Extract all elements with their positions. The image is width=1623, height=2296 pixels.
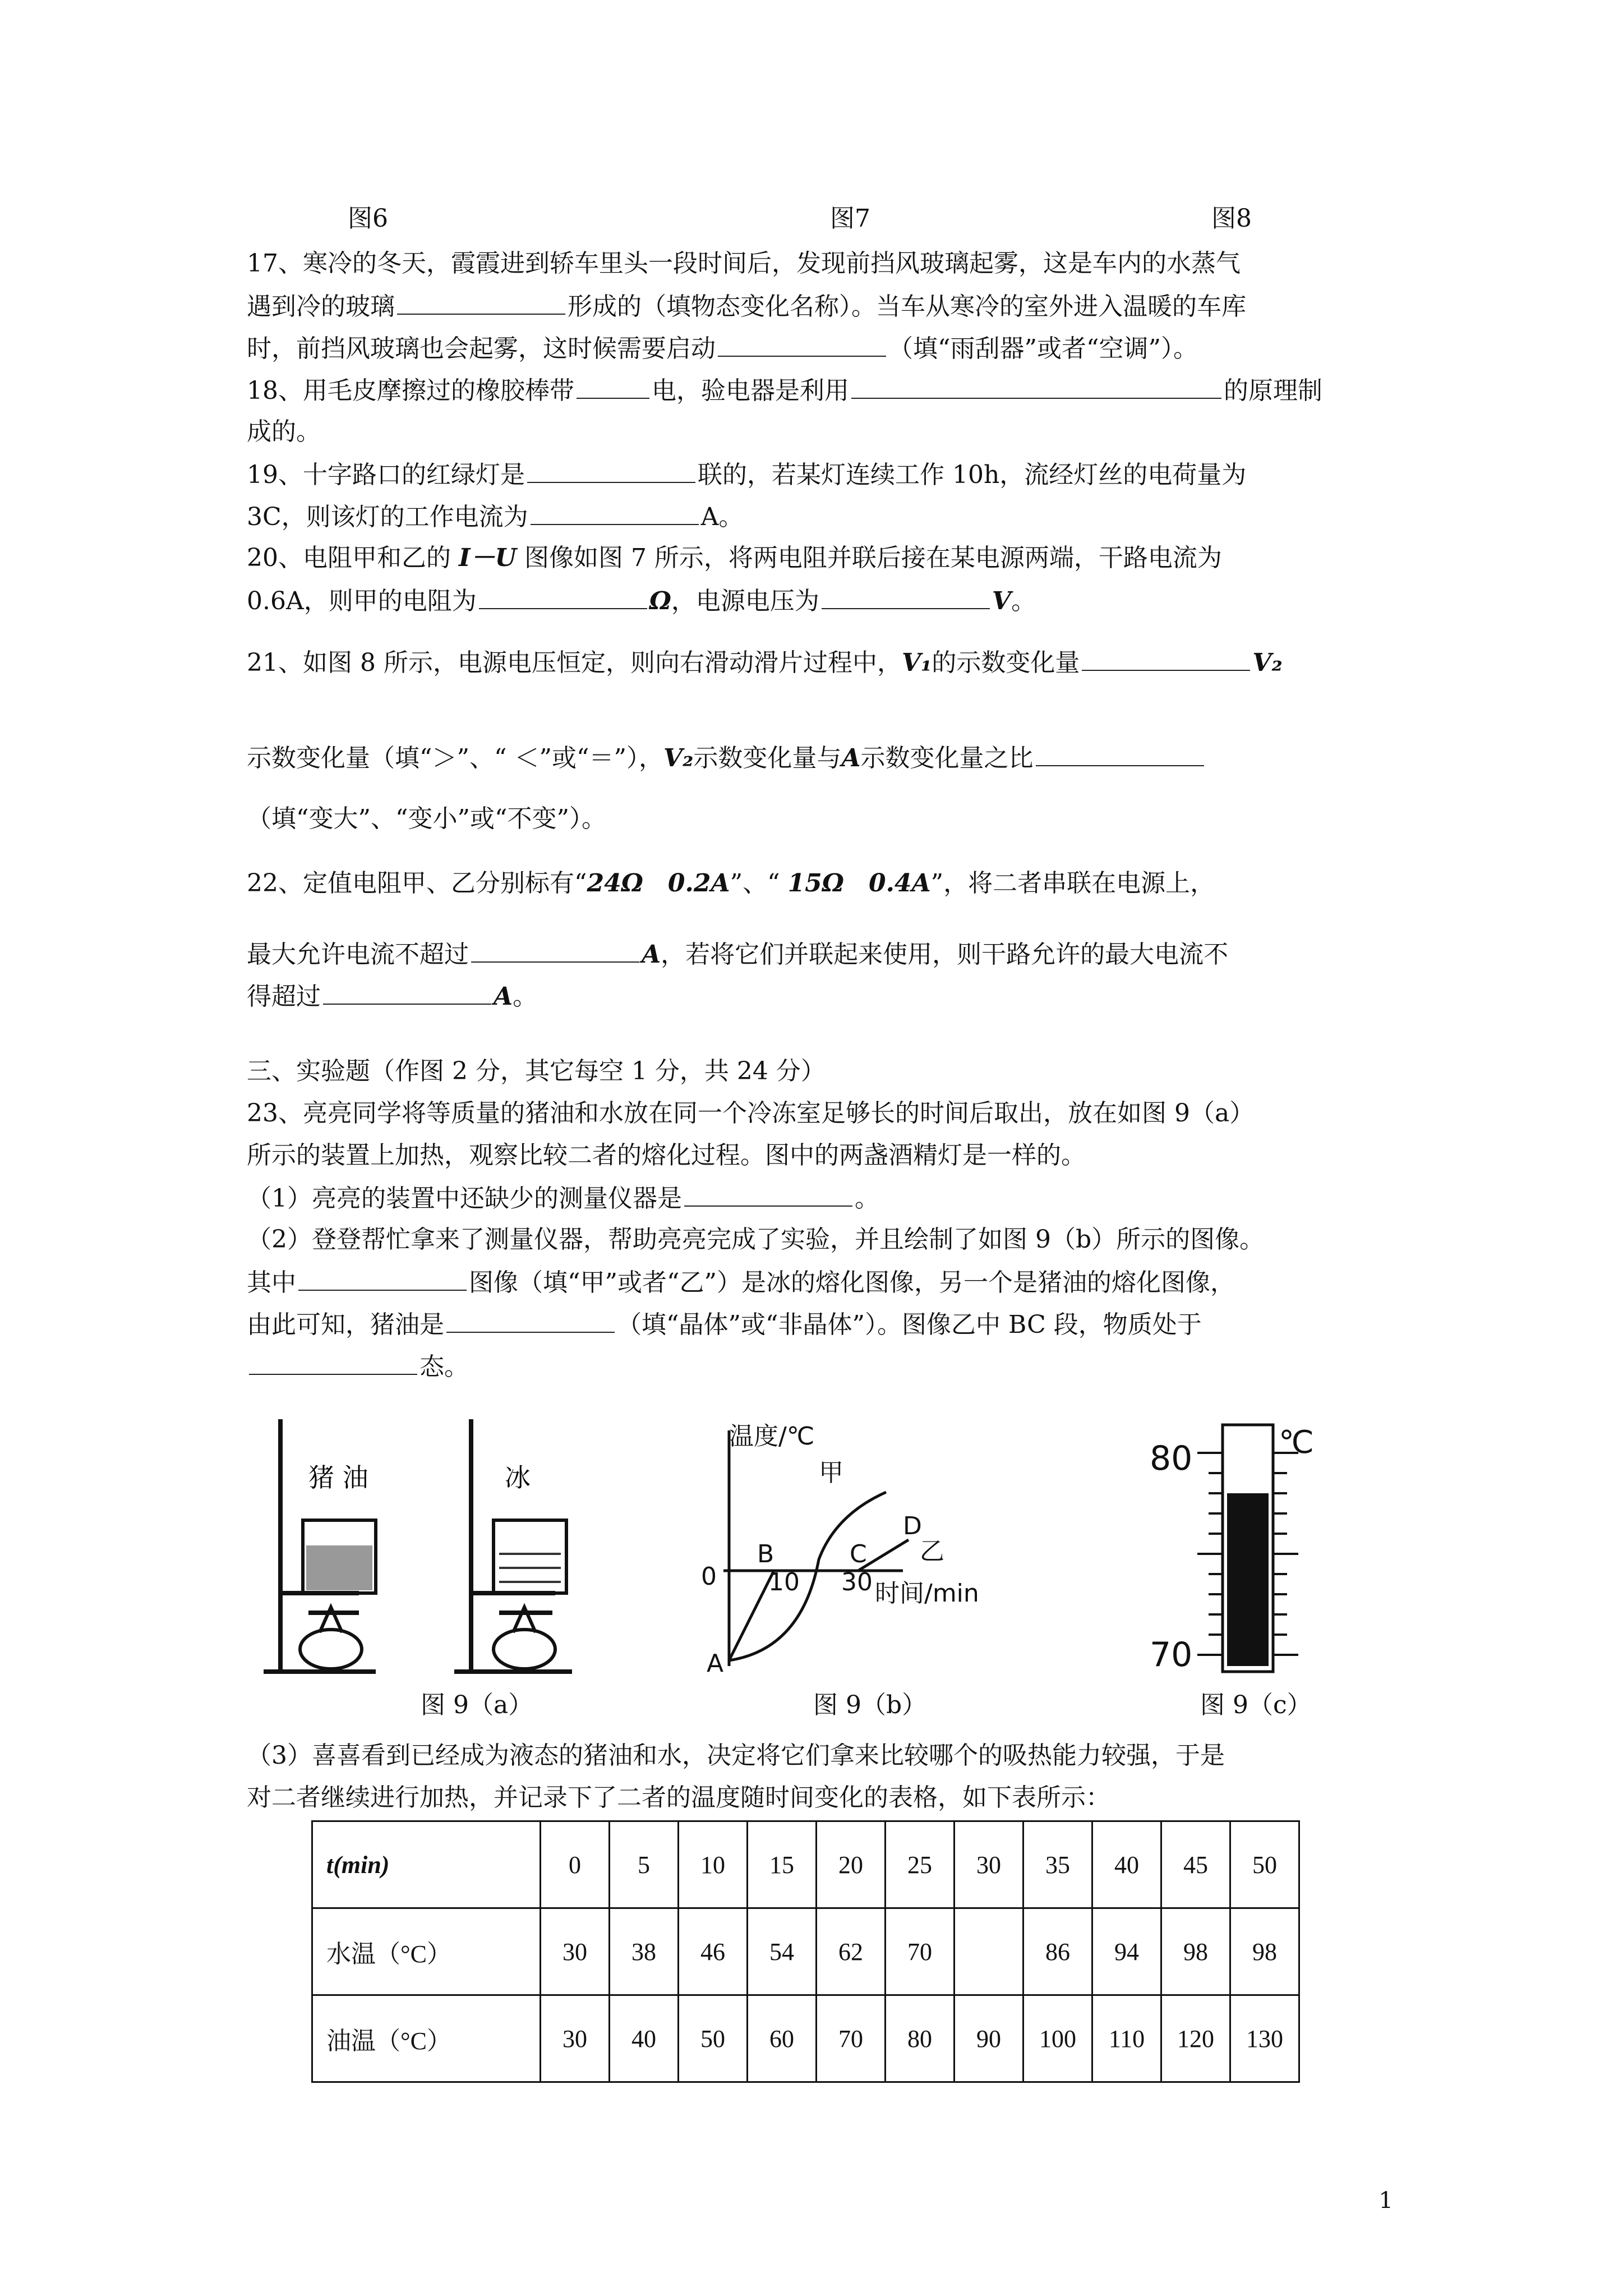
answer-blank[interactable] [718, 331, 886, 357]
q21-line1: 21、如图 8 所示，电源电压恒定，则向右滑动滑片过程中，V₁的示数变化量 V₂ [247, 645, 1283, 680]
table-cell: 15 [748, 1821, 817, 1908]
q21-line3: （填“变大”、“变小”或“不变”）。 [247, 804, 606, 833]
point-a-label: A [707, 1649, 724, 1677]
answer-blank[interactable] [531, 499, 699, 525]
temperature-table [311, 1820, 1300, 2083]
table-cell: 45 [1161, 1821, 1230, 1908]
table-cell: 120 [1161, 1995, 1230, 2082]
q23-line2: 所示的装置上加热，观察比较二者的熔化过程。图中的两盏酒精灯是一样的。 [247, 1141, 1086, 1170]
table-row-water [312, 1908, 1299, 1995]
q21-line2: 示数变化量（填“＞”、“ ＜”或“＝”），V₂示数变化量与A示数变化量之比 [247, 740, 1206, 775]
q20-line2: 0.6A，则甲的电阻为 Ω，电源电压为 V。 [247, 583, 1036, 618]
q23-p3-line2: 对二者继续进行加热，并记录下了二者的温度随时间变化的表格，如下表所示： [247, 1783, 1110, 1812]
q23-p1: （1）亮亮的装置中还缺少的测量仪器是 。 [247, 1181, 879, 1216]
answer-blank[interactable] [397, 289, 565, 315]
q22-line3: 得超过 A。 [247, 979, 537, 1014]
caption-fig9a: 图 9（a） [421, 1691, 533, 1719]
q17-line3: 时，前挡风玻璃也会起雾，这时候需要启动 （填“雨刮器”或者“空调”）。 [247, 331, 1198, 366]
point-b-label: B [757, 1540, 774, 1568]
table-cell: 80 [886, 1995, 955, 2082]
fig9a-apparatus [247, 1414, 639, 1683]
answer-blank[interactable] [1082, 645, 1250, 671]
q23-line1: 23、亮亮同学将等质量的猪油和水放在同一个冷冻室足够长的时间后取出，放在如图 9（a） [247, 1099, 1255, 1128]
q17-line1: 17、寒冷的冬天，霞霞进到轿车里头一段时间后，发现前挡风玻璃起雾，这是车内的水蒸气 [247, 249, 1241, 278]
table-cell: 5 [610, 1821, 679, 1908]
caption-fig8: 图8 [1211, 204, 1252, 233]
unit-label: ℃ [1279, 1424, 1314, 1461]
table-cell: 70 [817, 1995, 886, 2082]
fig9b-graph [690, 1419, 1049, 1677]
section3-title: 三、实验题（作图 2 分，其它每空 1 分，共 24 分） [247, 1057, 826, 1085]
q19-line2: 3C，则该灯的工作电流为 A。 [247, 499, 743, 534]
answer-blank[interactable] [684, 1181, 852, 1207]
page-number: 1 [1378, 2188, 1393, 2214]
table-cell: 50 [679, 1995, 748, 2082]
table-cell: 86 [1023, 1908, 1092, 1995]
table-cell: 30 [955, 1821, 1023, 1908]
q19-line1: 19、十字路口的红绿灯是 联的，若某灯连续工作 10h，流经灯丝的电荷量为 [247, 457, 1246, 492]
table-cell: 38 [610, 1908, 679, 1995]
answer-blank[interactable] [323, 979, 491, 1005]
origin-label: 0 [701, 1562, 717, 1591]
q23-p2-line1: （2）登登帮忙拿来了测量仪器，帮助亮亮完成了实验，并且绘制了如图 9（b）所示的图像。 [247, 1225, 1265, 1254]
q17-line2: 遇到冷的玻璃 形成的（填物态变化名称）。当车从寒冷的室外进入温暖的车库 [247, 289, 1246, 324]
table-cell: 110 [1092, 1995, 1161, 2082]
table-cell: 70 [886, 1908, 955, 1995]
scale-70: 70 [1150, 1635, 1193, 1674]
table-header-row [312, 1821, 1299, 1908]
table-cell: 0 [541, 1821, 610, 1908]
answer-blank[interactable] [249, 1349, 417, 1375]
caption-fig9c: 图 9（c） [1200, 1691, 1312, 1719]
answer-blank[interactable] [1036, 740, 1204, 766]
table-cell: 46 [679, 1908, 748, 1995]
scale-80: 80 [1150, 1439, 1193, 1478]
answer-blank[interactable] [822, 583, 990, 609]
caption-fig7: 图7 [830, 204, 870, 233]
table-cell: 100 [1023, 1995, 1092, 2082]
table-row-oil [312, 1995, 1299, 2082]
answer-blank[interactable] [577, 373, 649, 399]
table-cell: 40 [1092, 1821, 1161, 1908]
table-cell: 98 [1230, 1908, 1299, 1995]
fig9c-thermometer [1138, 1419, 1340, 1677]
q23-p2-line4: 态。 [247, 1349, 469, 1384]
caption-fig6: 图6 [348, 204, 388, 233]
answer-blank[interactable] [851, 373, 1221, 399]
table-cell: 50 [1230, 1821, 1299, 1908]
curve-yi-label: 乙 [920, 1537, 944, 1566]
label-ice: 冰 [505, 1462, 531, 1493]
table-cell: 30 [541, 1995, 610, 2082]
table-cell: 40 [610, 1995, 679, 2082]
point-d-label: D [903, 1512, 922, 1540]
q22-line2: 最大允许电流不超过 A，若将它们并联起来使用，则干路允许的最大电流不 [247, 937, 1228, 972]
point-c-label: C [850, 1540, 867, 1568]
q18-line2: 成的。 [247, 417, 321, 446]
table-cell-blank[interactable] [955, 1908, 1023, 1995]
answer-blank[interactable] [471, 937, 639, 963]
caption-fig9b: 图 9（b） [813, 1691, 927, 1719]
q23-p2-line2: 其中 图像（填“甲”或者“乙”）是冰的熔化图像，另一个是猪油的熔化图像， [247, 1265, 1235, 1300]
table-cell: 130 [1230, 1995, 1299, 2082]
q20-line1: 20、电阻甲和乙的 I－U 图像如图 7 所示，将两电阻并联后接在某电源两端，干路电流为 [247, 544, 1222, 572]
q23-p2-line3: 由此可知，猪油是 （填“晶体”或“非晶体”）。图像乙中 BC 段，物质处于 [247, 1307, 1202, 1342]
x-axis-label: 时间/min [875, 1579, 979, 1608]
tick-10: 10 [768, 1568, 800, 1596]
answer-blank[interactable] [479, 583, 647, 609]
y-axis-label: 温度/℃ [729, 1422, 815, 1451]
table-cell: 98 [1161, 1908, 1230, 1995]
table-cell: 62 [817, 1908, 886, 1995]
curve-jia-label: 甲 [819, 1458, 843, 1487]
answer-blank[interactable] [446, 1307, 615, 1333]
q22-line1: 22、定值电阻甲、乙分别标有“24Ω 0.2A”、“ 15Ω 0.4A”，将二者串联在电源上， [247, 869, 1215, 898]
answer-blank[interactable] [527, 457, 695, 483]
table-cell: 54 [748, 1908, 817, 1995]
mercury-column [1227, 1493, 1269, 1666]
tick-30: 30 [841, 1568, 873, 1596]
table-cell: 94 [1092, 1908, 1161, 1995]
table-cell: 20 [817, 1821, 886, 1908]
q23-p3-line1: （3）喜喜看到已经成为液态的猪油和水，决定将它们拿来比较哪个的吸热能力较强，于是 [247, 1741, 1225, 1770]
label-lard: 猪 油 [308, 1462, 368, 1493]
table-cell: 25 [886, 1821, 955, 1908]
table-cell: 30 [541, 1908, 610, 1995]
table-cell: 60 [748, 1995, 817, 2082]
table-cell: 35 [1023, 1821, 1092, 1908]
q18-line1: 18、用毛皮摩擦过的橡胶棒带 电，验电器是利用 的原理制 [247, 373, 1322, 408]
row-label-water: 水温（°C） [312, 1908, 541, 1995]
answer-blank[interactable] [298, 1265, 467, 1291]
table-header-label: t(min) [312, 1821, 541, 1908]
table-cell: 10 [679, 1821, 748, 1908]
row-label-oil: 油温（°C） [312, 1995, 541, 2082]
table-cell: 90 [955, 1995, 1023, 2082]
